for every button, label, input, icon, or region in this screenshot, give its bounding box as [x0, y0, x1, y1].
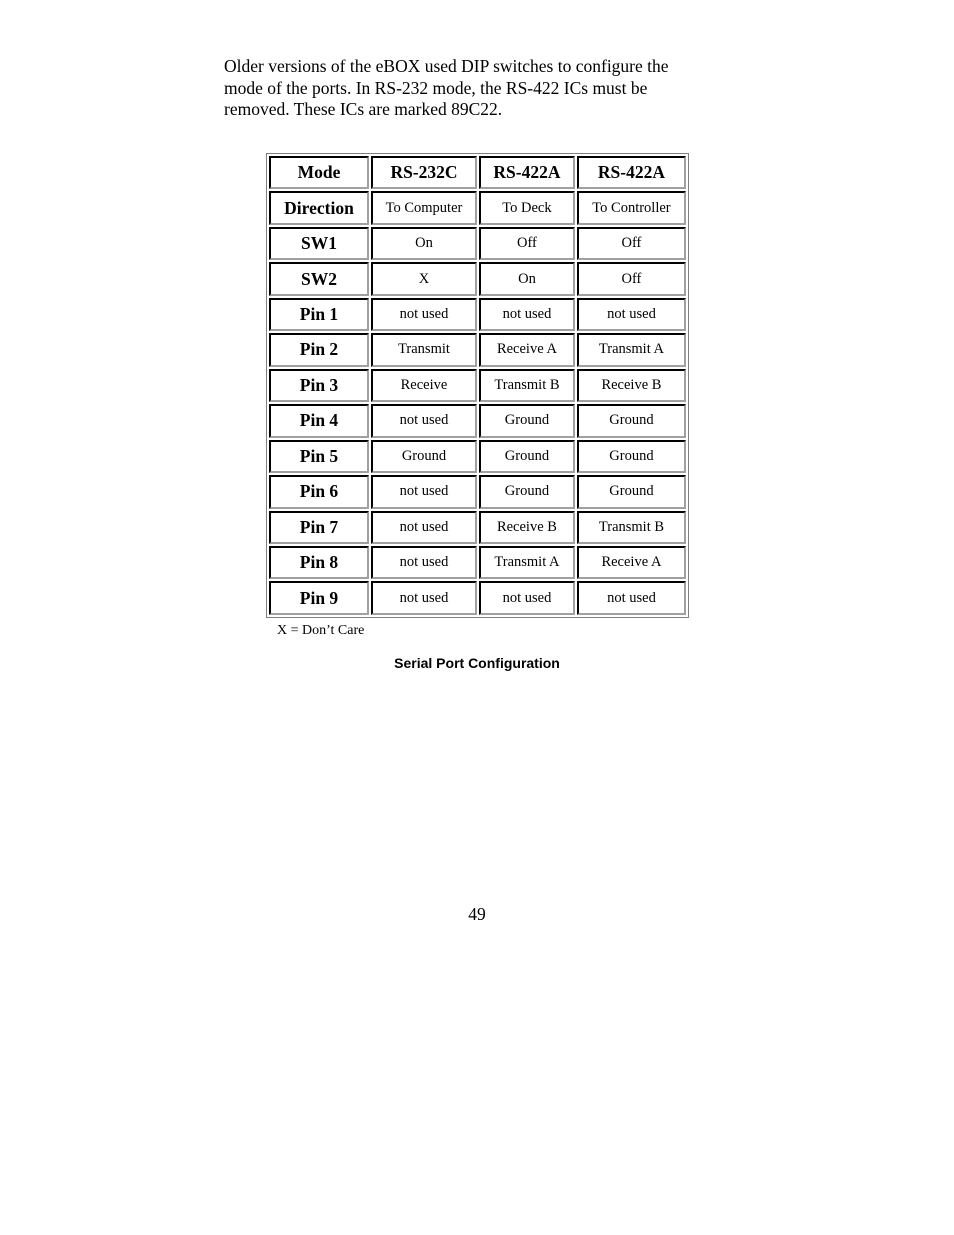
- serial-port-config-table: [267, 154, 688, 617]
- table-cell: Ground: [577, 404, 686, 437]
- table-row: [269, 475, 686, 508]
- table-row: [269, 369, 686, 402]
- table-footnote: X = Don’t Care: [277, 623, 365, 638]
- table-cell: not used: [479, 581, 575, 615]
- table-cell: not used: [371, 298, 477, 331]
- table-cell: Receive A: [479, 333, 575, 366]
- row-label: Pin 1: [269, 298, 369, 331]
- table-row: [269, 191, 686, 224]
- table-cell: not used: [371, 511, 477, 544]
- row-label: Pin 3: [269, 369, 369, 402]
- table-cell: Receive A: [577, 546, 686, 579]
- table-cell: Transmit B: [577, 511, 686, 544]
- row-label: Pin 8: [269, 546, 369, 579]
- table-cell: not used: [577, 298, 686, 331]
- table-cell: Ground: [479, 440, 575, 473]
- table-cell: Receive B: [577, 369, 686, 402]
- row-label: Pin 2: [269, 333, 369, 366]
- row-label: Pin 4: [269, 404, 369, 437]
- table-cell: not used: [371, 546, 477, 579]
- table-row: [269, 227, 686, 260]
- row-label: Pin 9: [269, 581, 369, 615]
- table-cell: Ground: [577, 475, 686, 508]
- table-row: [269, 440, 686, 473]
- header-cell-mode: Mode: [269, 156, 369, 189]
- table-cell: Transmit A: [479, 546, 575, 579]
- table-cell: To Controller: [577, 191, 686, 224]
- table-row: [269, 333, 686, 366]
- intro-line: mode of the ports. In RS-232 mode, the RS-422 ICs must be: [224, 77, 648, 98]
- table-cell: Ground: [479, 475, 575, 508]
- table-cell: Off: [479, 227, 575, 260]
- table-cell: not used: [479, 298, 575, 331]
- table-cell: To Computer: [371, 191, 477, 224]
- table-cell: not used: [577, 581, 686, 615]
- table-header-row: [269, 156, 686, 189]
- table-cell: Off: [577, 262, 686, 295]
- table-cell: Ground: [577, 440, 686, 473]
- intro-paragraph: [224, 56, 724, 121]
- table-cell: not used: [371, 404, 477, 437]
- table-row: [269, 404, 686, 437]
- table-cell: not used: [371, 475, 477, 508]
- table-caption: Serial Port Configuration: [394, 655, 560, 671]
- table-row: [269, 298, 686, 331]
- table-cell: not used: [371, 581, 477, 615]
- row-label: SW2: [269, 262, 369, 295]
- page-number: 49: [468, 904, 486, 924]
- table-row: [269, 511, 686, 544]
- table-cell: On: [479, 262, 575, 295]
- serial-port-table-frame: [266, 153, 689, 618]
- table-cell: Transmit B: [479, 369, 575, 402]
- intro-line: removed. These ICs are marked 89C22.: [224, 99, 503, 119]
- table-cell: Ground: [479, 404, 575, 437]
- table-row: [269, 546, 686, 579]
- table-row: [269, 262, 686, 295]
- table-row: [269, 581, 686, 615]
- row-label: SW1: [269, 227, 369, 260]
- row-label: Direction: [269, 191, 369, 224]
- header-cell-rs422a-deck: RS-422A: [479, 156, 575, 189]
- row-label: Pin 6: [269, 475, 369, 508]
- intro-line: Older versions of the eBOX used DIP switches to configure the: [224, 56, 669, 76]
- table-cell: To Deck: [479, 191, 575, 224]
- header-cell-rs422a-controller: RS-422A: [577, 156, 686, 189]
- table-cell: Ground: [371, 440, 477, 473]
- table-cell: Receive: [371, 369, 477, 402]
- table-cell: On: [371, 227, 477, 260]
- table-cell: Transmit A: [577, 333, 686, 366]
- table-cell: X: [371, 262, 477, 295]
- row-label: Pin 5: [269, 440, 369, 473]
- table-cell: Off: [577, 227, 686, 260]
- header-cell-rs232c: RS-232C: [371, 156, 477, 189]
- row-label: Pin 7: [269, 511, 369, 544]
- table-cell: Transmit: [371, 333, 477, 366]
- table-cell: Receive B: [479, 511, 575, 544]
